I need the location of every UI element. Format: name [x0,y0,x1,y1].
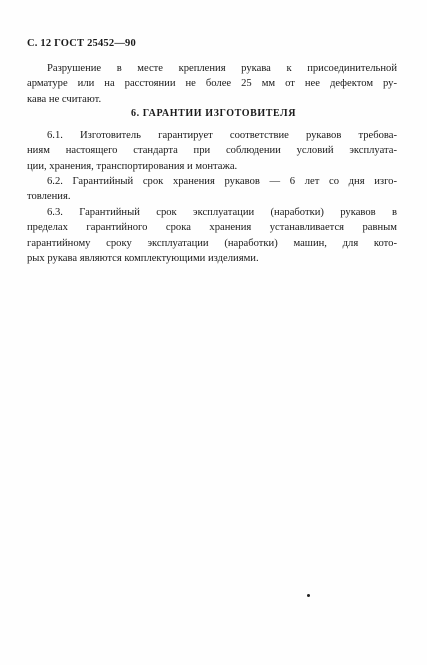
clause-6-3-line-2: пределах гарантийного срока хранения устанавливается равным [27,222,397,234]
intro-line-2: арматуре или на расстоянии не более 25 мм от нее дефектом ру- [27,78,397,90]
clause-6-2 [27,174,397,205]
clause-6-1-line-2: ниям настоящего стандарта при соблюдении условий эксплуата- [27,145,397,157]
clause-6-2-line-2: товления. [27,191,71,203]
clause-6-3-line-3: гарантийному сроку эксплуатации (наработки) машин, для кото- [27,237,397,249]
clause-6-2-line-1: 6.2. Гарантийный срок хранения рукавов — 6 лет со дня изго- [47,176,397,187]
intro-paragraph [27,61,397,107]
clause-6-3-line-1: 6.3. Гарантийный срок эксплуатации (наработки) рукавов в [47,207,397,218]
clause-6-1-line-3: ции, хранения, транспортирования и монтажа. [27,160,238,172]
page-header: С. 12 ГОСТ 25452—90 [27,38,136,49]
ink-speck [307,594,310,597]
clause-6-3 [27,205,397,267]
clause-6-3-line-4: рых рукава являются комплектующими изделиями. [27,253,259,265]
intro-line-3: кава не считают. [27,93,102,105]
section-heading: 6. ГАРАНТИИ ИЗГОТОВИТЕЛЯ [130,108,297,119]
clause-6-1 [27,128,397,174]
intro-line-1: Разрушение в месте крепления рукава к присоединительной [47,63,397,74]
clause-6-1-line-1: 6.1. Изготовитель гарантирует соответствие рукавов требова- [47,130,397,141]
